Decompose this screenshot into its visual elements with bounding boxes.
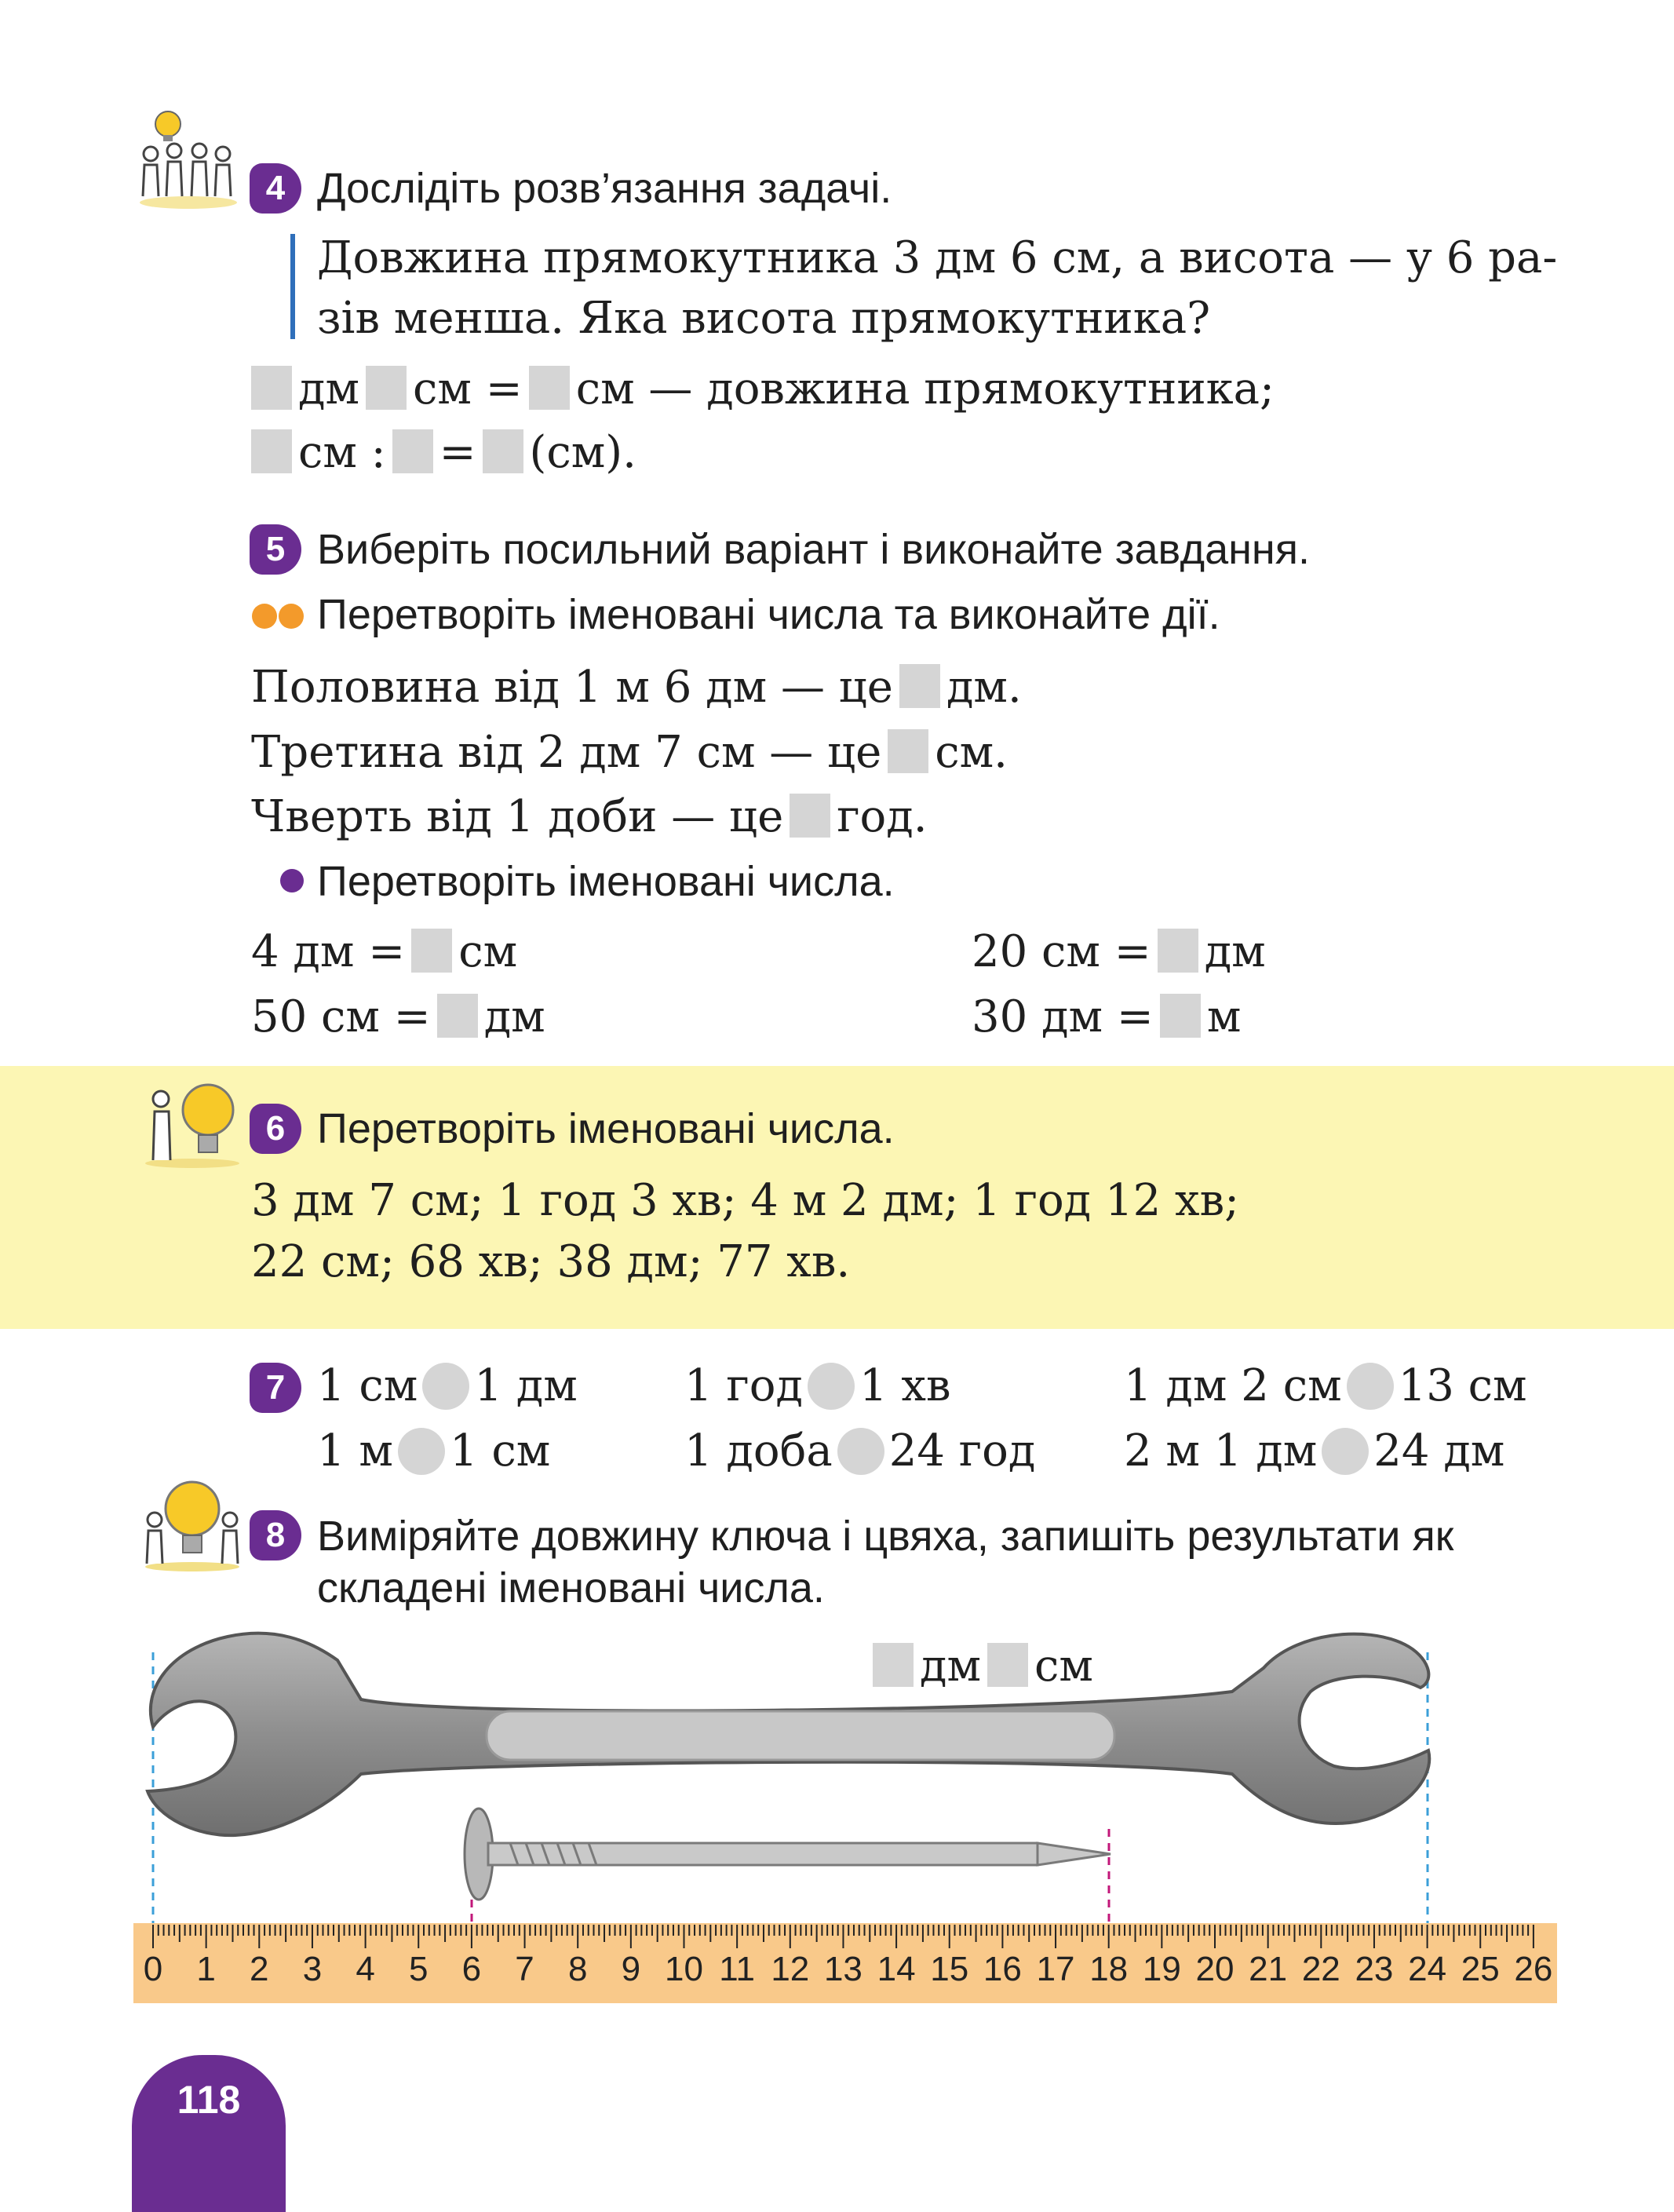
compare-item: 1 год 1 хв: [684, 1360, 951, 1411]
ruler-tick-label: 20: [1195, 1950, 1235, 1988]
task-4-problem-line-2: зів менша. Яка висота прямокутника?: [317, 293, 1211, 344]
task-7-number: 7: [250, 1363, 301, 1413]
task-6-line-2: 22 см; 68 хв; 38 дм; 77 хв.: [251, 1236, 851, 1287]
ruler-tick-label: 5: [409, 1950, 429, 1988]
task-6-line-1: 3 дм 7 см; 1 год 3 хв; 4 м 2 дм; 1 год 12 хв;: [251, 1175, 1239, 1226]
ruler-tick-label: 1: [196, 1950, 216, 1988]
ruler-tick-label: 10: [665, 1950, 703, 1988]
variant-1-line-1: Половина від 1 м 6 дм — це дм.: [251, 662, 1022, 713]
ruler-tick-label: 16: [983, 1950, 1022, 1988]
task-8-number: 8: [250, 1510, 301, 1560]
ruler-tick-label: 8: [567, 1950, 588, 1988]
ruler-tick-label: 22: [1301, 1950, 1340, 1988]
variant-1-title: Перетворіть іменовані числа та виконайте дії.: [317, 591, 1220, 638]
ruler-tick-label: 25: [1461, 1950, 1500, 1988]
ruler-tick-label: 21: [1249, 1950, 1288, 1988]
task-6-number: 6: [250, 1104, 301, 1154]
ruler-tick-label: 19: [1142, 1950, 1181, 1988]
ruler-tick-label: 0: [143, 1950, 163, 1988]
ruler-tick-label: 26: [1514, 1950, 1553, 1988]
task-4-title: Дослідіть розв’язання задачі.: [317, 165, 892, 212]
task-6-title: Перетворіть іменовані числа.: [317, 1105, 895, 1152]
ruler-tick-label: 4: [356, 1950, 375, 1988]
task-5-title: Виберіть посильний варіант і виконайте завдання.: [317, 526, 1310, 573]
ruler-tick-label: 9: [621, 1950, 641, 1988]
ruler-tick-label: 13: [823, 1950, 863, 1988]
compare-item: 1 доба 24 год: [684, 1425, 1036, 1476]
ruler-tick-label: 17: [1036, 1950, 1075, 1988]
compare-item: 2 м 1 дм 24 дм: [1124, 1425, 1505, 1476]
task-4-solution-line-2: см : = (см).: [251, 421, 636, 485]
compare-item: 1 м 1 см: [317, 1425, 551, 1476]
ruler-tick-label: 12: [771, 1950, 810, 1988]
ruler-tick-label: 18: [1089, 1950, 1129, 1988]
variant-2-r2c1: 50 см = дм: [251, 991, 545, 1042]
variant-1-line-2: Третина від 2 дм 7 см — це см.: [251, 727, 1008, 778]
variant-2-r1c2: 20 см = дм: [972, 926, 1266, 977]
task-4-solution-line-1: дм см = см — довжина прямокутника;: [251, 357, 1275, 422]
variant-2-r2c2: 30 дм = м: [972, 991, 1242, 1042]
task-4-problem-line-1: Довжина прямокутника 3 дм 6 см, а висота — у 6 ра-: [317, 232, 1558, 283]
task-8-title-line-1: Виміряйте довжину ключа і цвяха, запишіть результати як: [317, 1513, 1454, 1560]
page-number: 118: [177, 2078, 241, 2122]
ruler-tick-label: 3: [302, 1950, 323, 1988]
ruler-tick-label: 7: [515, 1950, 534, 1988]
variant-2-title: Перетворіть іменовані числа.: [317, 858, 895, 905]
compare-item: 1 см 1 дм: [317, 1360, 578, 1411]
ruler-tick-label: 2: [250, 1950, 269, 1988]
variant-1-line-3: Чверть від 1 доби — це год.: [251, 791, 928, 842]
task-5-number: 5: [250, 524, 301, 575]
ruler-tick-label: 6: [461, 1950, 482, 1988]
task-4-number: 4: [250, 163, 301, 214]
ruler-tick-label: 14: [877, 1950, 916, 1988]
ruler-tick-label: 11: [719, 1950, 755, 1988]
ruler-tick-label: 15: [930, 1950, 969, 1988]
wrench-answer: дм см: [873, 1634, 1093, 1699]
compare-item: 1 дм 2 см 13 см: [1124, 1360, 1527, 1411]
variant-2-r1c1: 4 дм = см: [251, 926, 518, 977]
task-8-title-line-2: складені іменовані числа.: [317, 1564, 825, 1612]
ruler-tick-label: 24: [1408, 1950, 1447, 1988]
ruler-tick-label: 23: [1355, 1950, 1394, 1988]
